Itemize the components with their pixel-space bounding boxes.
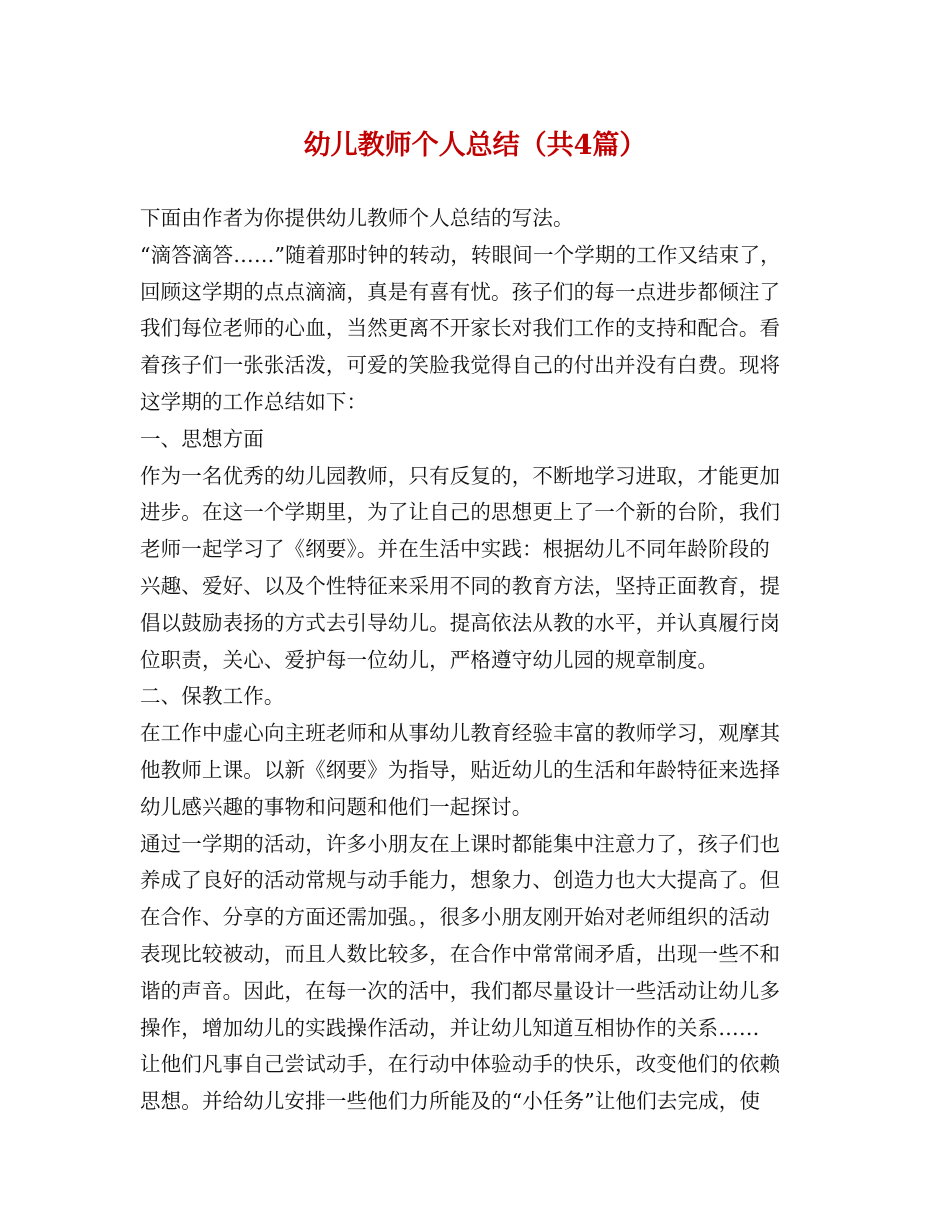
body-line: 养成了良好的活动常规与动手能力，想象力、创造力也大大提高了。但 [140, 868, 781, 893]
body-line: 着孩子们一张张活泼，可爱的笑脸我觉得自己的付出并没有白费。现将 [140, 353, 781, 378]
body-line: 兴趣、爱好、以及个性特征来采用不同的教育方法，坚持正面教育，提 [140, 573, 781, 598]
body-line: 这学期的工作总结如下： [140, 389, 368, 414]
body-line: 进步。在这一个学期里，为了让自己的思想更上了一个新的台阶，我们 [140, 500, 781, 525]
body-line: 倡以鼓励表扬的方式去引导幼儿。提高依法从教的水平，并认真履行岗 [140, 610, 781, 635]
section-heading: 一、思想方面 [140, 426, 264, 451]
body-line: 老师一起学习了《纲要》。并在生活中实践：根据幼儿不同年龄阶段的 [140, 537, 770, 562]
body-line: 回顾这学期的点点滴滴，真是有喜有忧。孩子们的每一点进步都倾注了 [140, 279, 781, 304]
body-line: 通过一学期的活动，许多小朋友在上课时都能集中注意力了，孩子们也 [140, 831, 781, 856]
body-line: 在工作中虚心向主班老师和从事幼儿教育经验丰富的教师学习，观摩其 [140, 721, 781, 746]
section-heading: 二、保教工作。 [140, 684, 285, 709]
body-line: “滴答滴答……”随着那时钟的转动，转眼间一个学期的工作又结束了， [140, 242, 781, 267]
body-line: 幼儿感兴趣的事物和问题和他们一起探讨。 [140, 794, 533, 819]
body-line: 位职责，关心、爱护每一位幼儿，严格遵守幼儿园的规章制度。 [140, 647, 719, 672]
body-line: 思想。并给幼儿安排一些他们力所能及的“小任务”让他们去完成，使 [140, 1089, 761, 1114]
body-line: 我们每位老师的心血，当然更离不开家长对我们工作的支持和配合。看 [140, 316, 781, 341]
body-line: 下面由作者为你提供幼儿教师个人总结的写法。 [140, 206, 574, 230]
body-line: 他教师上课。以新《纲要》为指导，贴近幼儿的生活和年龄特征来选择 [140, 757, 781, 782]
body-line: 谐的声音。因此，在每一次的活中，我们都尽量设计一些活动让幼儿多 [140, 978, 781, 1003]
body-line: 作为一名优秀的幼儿园教师，只有反复的，不断地学习进取，才能更加 [140, 463, 781, 488]
body-line: 表现比较被动，而且人数比较多，在合作中常常闹矛盾，出现一些不和 [140, 941, 781, 966]
body-line: 让他们凡事自己尝试动手，在行动中体验动手的快乐，改变他们的依赖 [140, 1052, 781, 1077]
document-body [140, 200, 832, 1120]
body-line: 操作，增加幼儿的实践操作活动，并让幼儿知道互相协作的关系…… [140, 1015, 760, 1040]
document-title: 幼儿教师个人总结（共4篇） [303, 130, 647, 161]
body-line: 在合作、分享的方面还需加强。，很多小朋友刚开始对老师组织的活动 [140, 905, 770, 930]
